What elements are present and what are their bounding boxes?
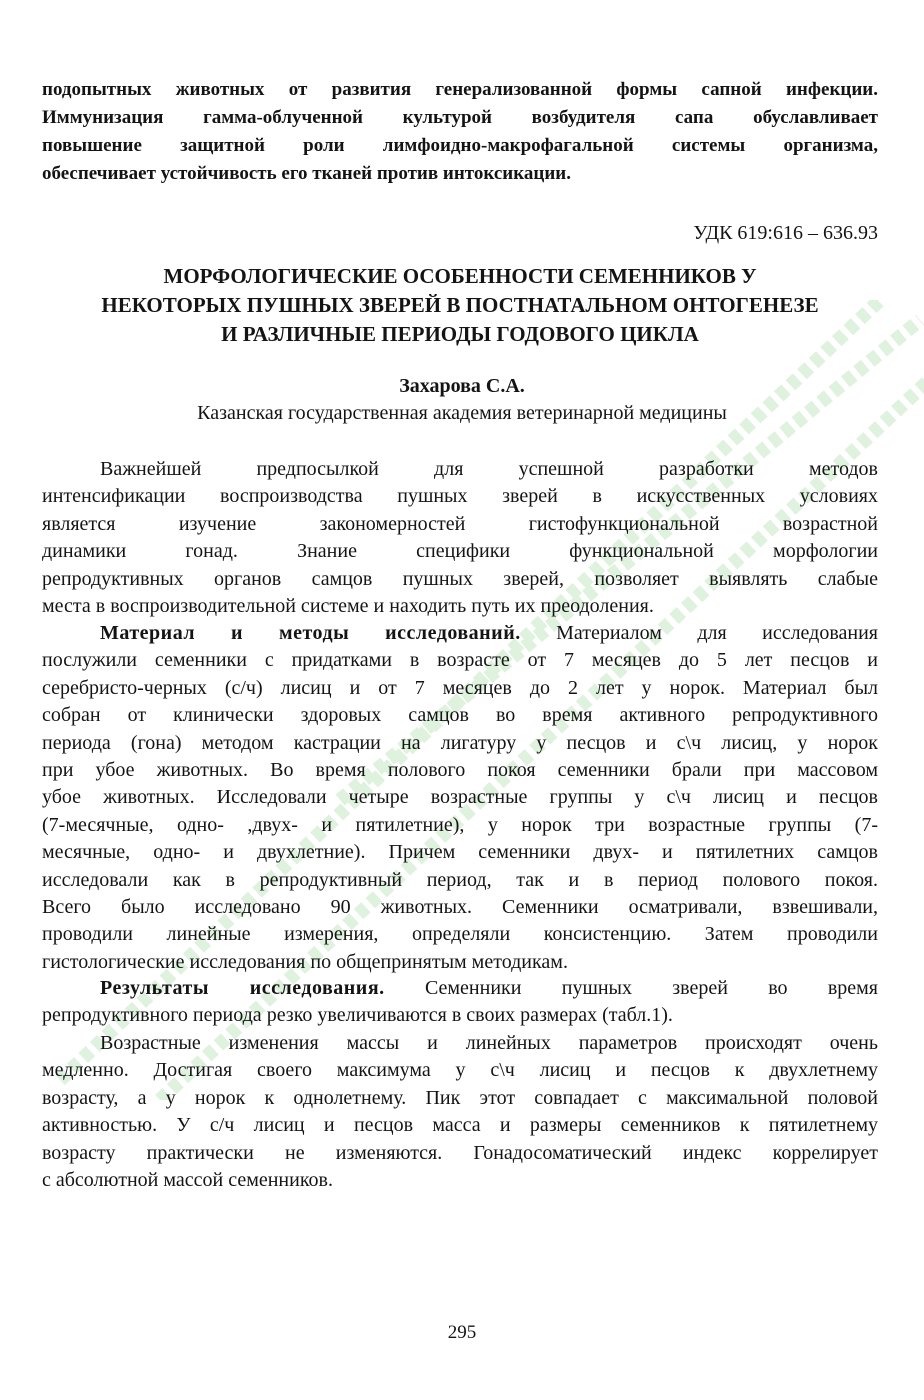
methods-first-line: Материалом для исследования (520, 622, 878, 644)
paragraph-results (42, 975, 878, 1030)
paragraph-intro-aims (42, 456, 878, 620)
paragraph-age-changes (42, 1030, 878, 1194)
body-line: Всего было исследовано 90 животных. Семенники осматривали, взвешивали, (42, 896, 878, 919)
body-line: репродуктивного периода резко увеличиваются в своих размерах (табл.1). (42, 1004, 673, 1027)
udk-code: УДК 619:616 – 636.93 (693, 222, 878, 244)
intro-line: обеспечивает устойчивость его тканей против интоксикации. (42, 163, 571, 184)
body-line: собран от клинически здоровых самцов во время активного репродуктивного (42, 704, 878, 727)
body-line (42, 975, 878, 1002)
body-line: динамики гонад. Знание специфики функциональной морфологии (42, 540, 878, 563)
intro-line: подопытных животных от развития генерализованной формы сапной инфекции. (42, 79, 878, 100)
methods-heading: Материал и методы исследований. (100, 622, 521, 644)
body-line: Важнейшей предпосылкой для успешной разработки методов (100, 458, 878, 480)
body-line (42, 620, 878, 647)
body-line: послужили семенники с придатками в возрасте от 7 месяцев до 5 лет песцов и (42, 649, 878, 672)
body-line: с абсолютной массой семенников. (42, 1169, 333, 1192)
results-heading: Результаты исследования. (100, 977, 385, 999)
body-line: периода (гона) методом кастрации на лигатуру у песцов и с\ч лисиц, у норок (42, 731, 878, 754)
title-line: МОРФОЛОГИЧЕСКИЕ ОСОБЕННОСТИ СЕМЕННИКОВ У (163, 264, 757, 288)
results-first-line: Семенники пушных зверей во время (384, 977, 878, 999)
body-line: медленно. Достигая своего максимума у с\ч лисиц и песцов к двухлетнему (42, 1059, 878, 1082)
intro-line: повышение защитной роли лимфоидно-макрофагальной системы организма, (42, 135, 878, 156)
author-affiliation: Казанская государственная академия ветеринарной медицины (197, 402, 727, 424)
body-line: при убое животных. Во время полового покоя семенники брали при массовом (42, 759, 878, 782)
body-line: интенсификации воспроизводства пушных зверей в искусственных условиях (42, 485, 878, 508)
body-line: является изучение закономерностей гистофункциональной возрастной (42, 512, 878, 535)
body-line: возрасту практически не изменяются. Гонадосоматический индекс коррелирует (42, 1141, 878, 1164)
title-line: НЕКОТОРЫХ ПУШНЫХ ЗВЕРЕЙ В ПОСТНАТАЛЬНОМ ОНТОГЕНЕЗЕ (101, 293, 819, 317)
body-line: гистологические исследования по общепринятым методикам. (42, 950, 568, 973)
body-line: проводили линейные измерения, определяли консистенцию. Затем проводили (42, 923, 878, 946)
author-name: Захарова С.А. (399, 375, 525, 397)
body-line: (7-месячные, одно- ,двух- и пятилетние), у норок три возрастные группы (7- (42, 813, 878, 836)
body-line: месячные, одно- и двухлетние). Причем семенники двух- и пятилетних самцов (42, 841, 878, 864)
paragraph-methods (42, 620, 878, 976)
body-line: возрасту, а у норок к однолетнему. Пик этот совпадает с максимальной половой (42, 1086, 878, 1109)
body-line: исследовали как в репродуктивный период, так и в период полового покоя. (42, 868, 878, 891)
page-number: 295 (447, 1322, 477, 1343)
intro-paragraph (42, 76, 878, 188)
article-title (42, 262, 878, 349)
title-line: И РАЗЛИЧНЫЕ ПЕРИОДЫ ГОДОВОГО ЦИКЛА (221, 322, 699, 346)
body-line: места в воспроизводительной системе и находить путь их преодоления. (42, 595, 654, 618)
body-line: убое животных. Исследовали четыре возрастные группы у с\ч лисиц и песцов (42, 786, 878, 809)
body-line: Возрастные изменения массы и линейных параметров происходят очень (100, 1032, 878, 1054)
intro-line: Иммунизация гамма-облученной культурой возбудителя сапа обуславливает (42, 107, 878, 128)
body-line: серебристо-черных (с/ч) лисиц и от 7 месяцев до 2 лет у норок. Материал был (42, 676, 878, 699)
body-line: репродуктивных органов самцов пушных зверей, позволяет выявлять слабые (42, 567, 878, 590)
body-line: активностью. У с/ч лисиц и песцов масса и размеры семенников к пятилетнему (42, 1114, 878, 1137)
